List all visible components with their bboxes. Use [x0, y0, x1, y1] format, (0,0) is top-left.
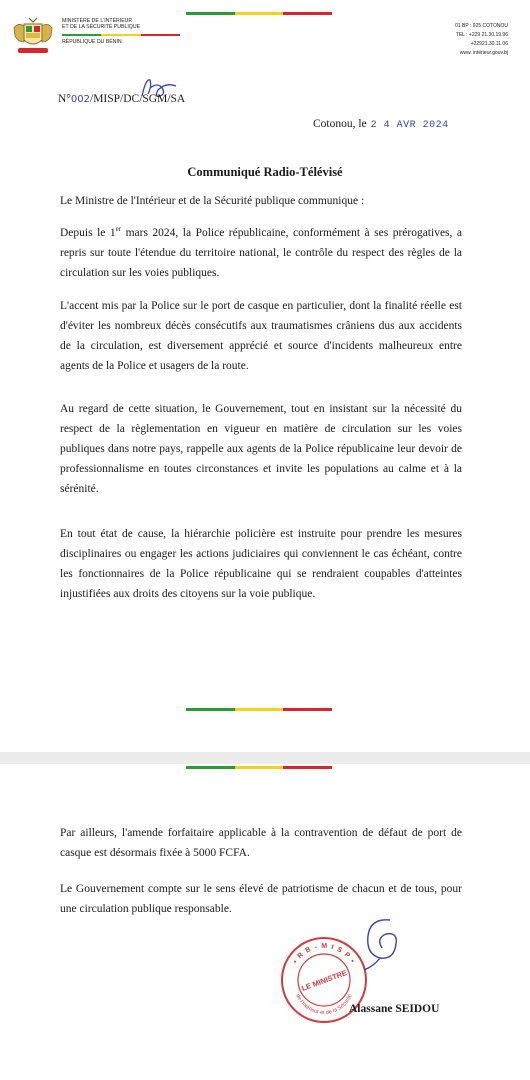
paragraph-2: L'accent mis par la Police sur le port de casque en particulier, dont la finalité réelle est d'éviter les nombreux décès consécutifs aux traumatismes crâniens dus aux accidents de la circulation, est diversement apprécié et source d'incidents malheureux entre agents de la Police et usagers de la route. — [60, 300, 462, 372]
ministry-name-line1: MINISTÈRE DE L'INTÉRIEUR — [62, 18, 133, 24]
reference-suffix: /MISP/DC/SGM/SA — [90, 93, 186, 105]
paragraph-4: En tout état de cause, la hiérarchie policière est instruite pour prendre les mesures disciplinaires ou engager les actions judiciaires qui conviennent le cas échéant, contre les fonctionnaires de la Police républicaine qui se rendraient coupables d'atteintes injustifiées aux droits des citoyens sur la voie publique. — [60, 528, 462, 600]
paragraph-1-superscript: er — [115, 225, 122, 234]
paragraph-1 — [60, 223, 462, 283]
reference-prefix: N° — [58, 93, 71, 105]
top-flag-bar — [186, 12, 332, 15]
contact-web: www. intérieur.gouv.bj — [459, 50, 508, 56]
ministry-header — [62, 18, 180, 45]
ministry-name-line2: ET DE LA SÉCURITÉ PUBLIQUE — [62, 24, 141, 31]
paragraph-1-start: Depuis le 1 — [60, 227, 116, 239]
minister-handwritten-signature-icon — [350, 914, 412, 974]
contact-tel2: +22921.30.11.06 — [470, 41, 508, 47]
contact-tel1: TEL : +229 21.30.19.96 — [455, 32, 508, 38]
seal-text-top: • R B - M I S P • — [292, 942, 356, 966]
contact-block — [455, 22, 508, 58]
paragraph-5: Par ailleurs, l'amende forfaitaire applicable à la contravention de défaut de port de casque est désormais fixée à 5000 FCFA. — [60, 827, 462, 859]
minister-name: Alassane SEIDOU — [349, 1003, 440, 1015]
seal-text-bottom: de l'Intérieur et de la Sécurité — [294, 993, 354, 1017]
date-prefix: Cotonou, le — [313, 118, 367, 130]
page2-flag-bar — [186, 766, 332, 769]
date-line — [313, 118, 449, 131]
svg-text:de l'Intérieur et de la Sécuri — [294, 993, 354, 1016]
paragraph-6: Le Gouvernement compte sur le sens élevé de patriotisme de chacun et de tous, pour une circulation publique responsable. — [60, 883, 462, 915]
republic-name: RÉPUBLIQUE DU BÉNIN — [62, 38, 122, 45]
footer-flag-bar — [186, 708, 332, 711]
contact-bp: 01 BP : 925 COTONOU — [455, 23, 508, 29]
reference-handwritten-number: 002 — [70, 94, 90, 105]
benin-coat-of-arms-icon — [10, 16, 56, 56]
reference-number — [58, 93, 185, 105]
page-separator — [0, 752, 530, 764]
date-stamp: 2 4 AVR 2024 — [370, 120, 449, 131]
paragraph-3: Au regard de cette situation, le Gouvernement, tout en insistant sur la nécessité du respect de la règlementation en vigueur en matière de circulation sur les voies publiques dans notre pays, rappelle aux agents de la Police républicaine leur devoir de professionnalisme en toutes circonstances et invite les populations au calme et à la sérénité. — [60, 403, 462, 495]
document-title: Communiqué Radio-Télévisé — [187, 165, 343, 179]
document-page-2 — [0, 764, 530, 1080]
paragraph-1-rest: mars 2024, la Police républicaine, conformément à ses prérogatives, a repris sur toute l'étendue du territoire national, le contrôle du respect des règles de la circulation sur les voies publiques. — [60, 227, 462, 279]
seal-text-center: LE MINISTRE — [300, 968, 349, 993]
flag-divider — [62, 34, 180, 36]
intro-paragraph: Le Ministre de l'Intérieur et de la Sécurité publique communique : — [60, 195, 365, 207]
